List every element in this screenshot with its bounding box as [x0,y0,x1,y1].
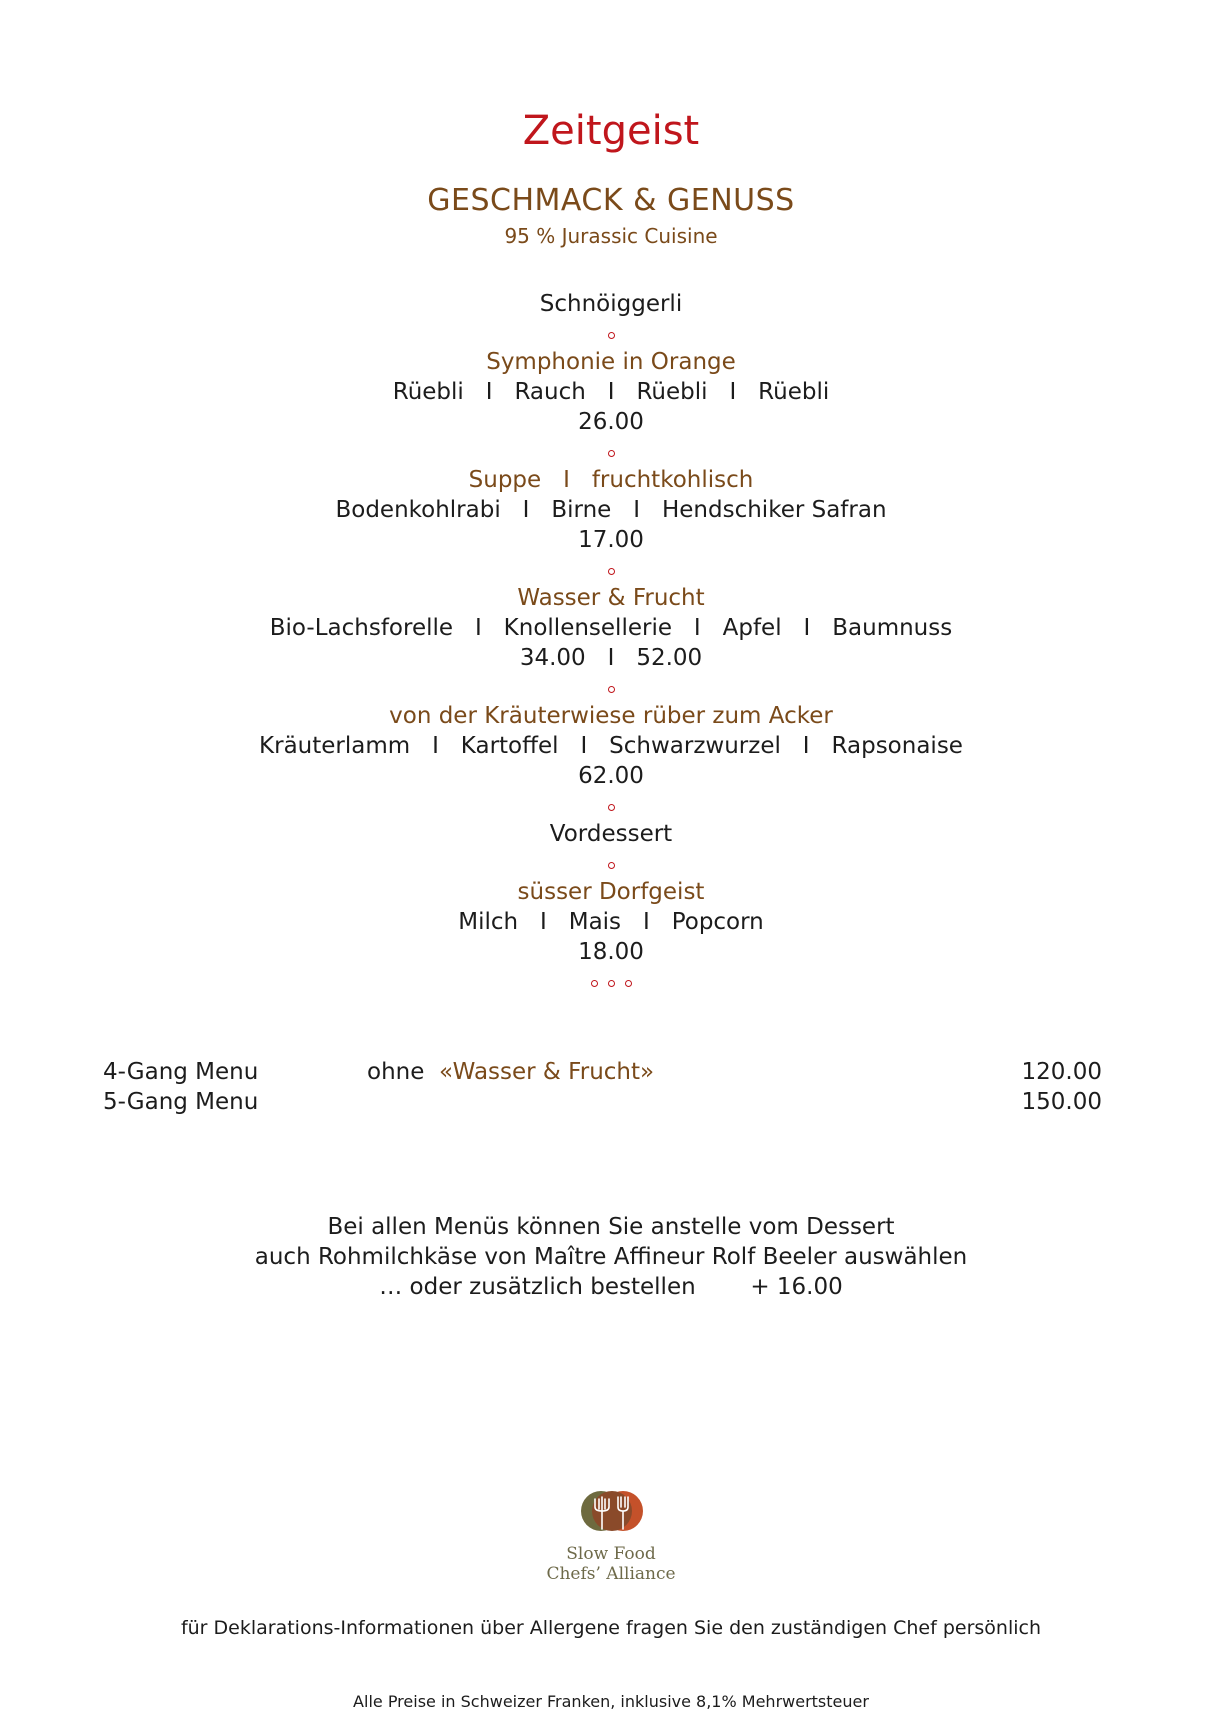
menu-4-label: 4-Gang Menu [103,1059,259,1085]
end-separator [0,967,1222,981]
separator [0,673,1222,687]
logo-line2: Chefs’ Alliance [546,1564,676,1584]
course-name: süsser Dorfgeist [517,879,705,905]
course-item [0,701,1222,791]
course-name: Schnöiggerli [539,291,683,317]
slow-food-logo [540,1485,682,1584]
course-item [0,465,1222,555]
logo-icon [571,1485,651,1537]
circle-icon [608,332,615,339]
circle-icon [608,804,615,811]
menu-4-note-prefix: ohne [367,1059,425,1085]
menu-4-note-item: «Wasser & Frucht» [439,1059,655,1085]
course-name: Wasser & Frucht [517,585,705,611]
tagline: 95 % Jurassic Cuisine [504,224,718,248]
course-description: Bio-Lachsforelle I Knollensellerie I Apfel I Baumnuss [269,615,953,641]
course-price: 18.00 [578,939,644,965]
separator [0,437,1222,451]
menu-4-price: 120.00 [1021,1059,1102,1085]
course-item [0,347,1222,437]
circle-icon [591,980,598,987]
course-description: Milch I Mais I Popcorn [458,909,764,935]
course-item [0,819,1222,849]
circle-icon [608,450,615,457]
course-price: 17.00 [578,527,644,553]
course-description: Kräuterlamm I Kartoffel I Schwarzwurzel I Rapsonaise [259,733,963,759]
circle-icon [625,980,632,987]
circle-icon [608,862,615,869]
menu-5-label: 5-Gang Menu [103,1089,259,1115]
logo-text [540,1544,682,1584]
course-price: 34.00 I 52.00 [519,645,703,671]
course-name: von der Kräuterwiese rüber zum Acker [389,703,833,729]
circle-icon [608,686,615,693]
course-price: 62.00 [578,763,644,789]
price-note: Alle Preise in Schweizer Franken, inklusive 8,1% Mehrwertsteuer [353,1692,869,1711]
cheese-note-line2: auch Rohmilchkäse von Maître Affineur Rolf Beeler auswählen [254,1244,968,1270]
allergen-note: für Deklarations-Informationen über Allergene fragen Sie den zuständigen Chef persönlich [180,1617,1042,1639]
course-item [0,877,1222,967]
cheese-note-price: + 16.00 [750,1274,843,1300]
course-description: Rüebli I Rauch I Rüebli I Rüebli [392,379,830,405]
logo-line1: Slow Food [566,1544,656,1564]
circle-icon [608,980,615,987]
separator [0,849,1222,863]
course-list [0,289,1222,981]
separator [0,791,1222,805]
separator [0,319,1222,333]
cheese-note [0,1212,1222,1302]
course-item [0,289,1222,319]
course-item [0,583,1222,673]
course-description: Bodenkohlrabi I Birne I Hendschiker Safran [335,497,887,523]
cheese-note-line3 [0,1272,1222,1302]
course-name: Symphonie in Orange [486,349,736,375]
course-name: Vordessert [549,821,673,847]
separator [0,555,1222,569]
cheese-note-line1: Bei allen Menüs können Sie anstelle vom Dessert [327,1214,895,1240]
circle-icon [608,568,615,575]
menu-5-price: 150.00 [1021,1089,1102,1115]
page-subtitle: GESCHMACK & GENUSS [427,183,795,218]
page-title: Zeitgeist [522,108,700,154]
menu-4-note [367,1059,654,1085]
cheese-note-text: … oder zusätzlich bestellen [379,1274,696,1300]
course-price: 26.00 [578,409,644,435]
course-name: Suppe I fruchtkohlisch [468,467,754,493]
